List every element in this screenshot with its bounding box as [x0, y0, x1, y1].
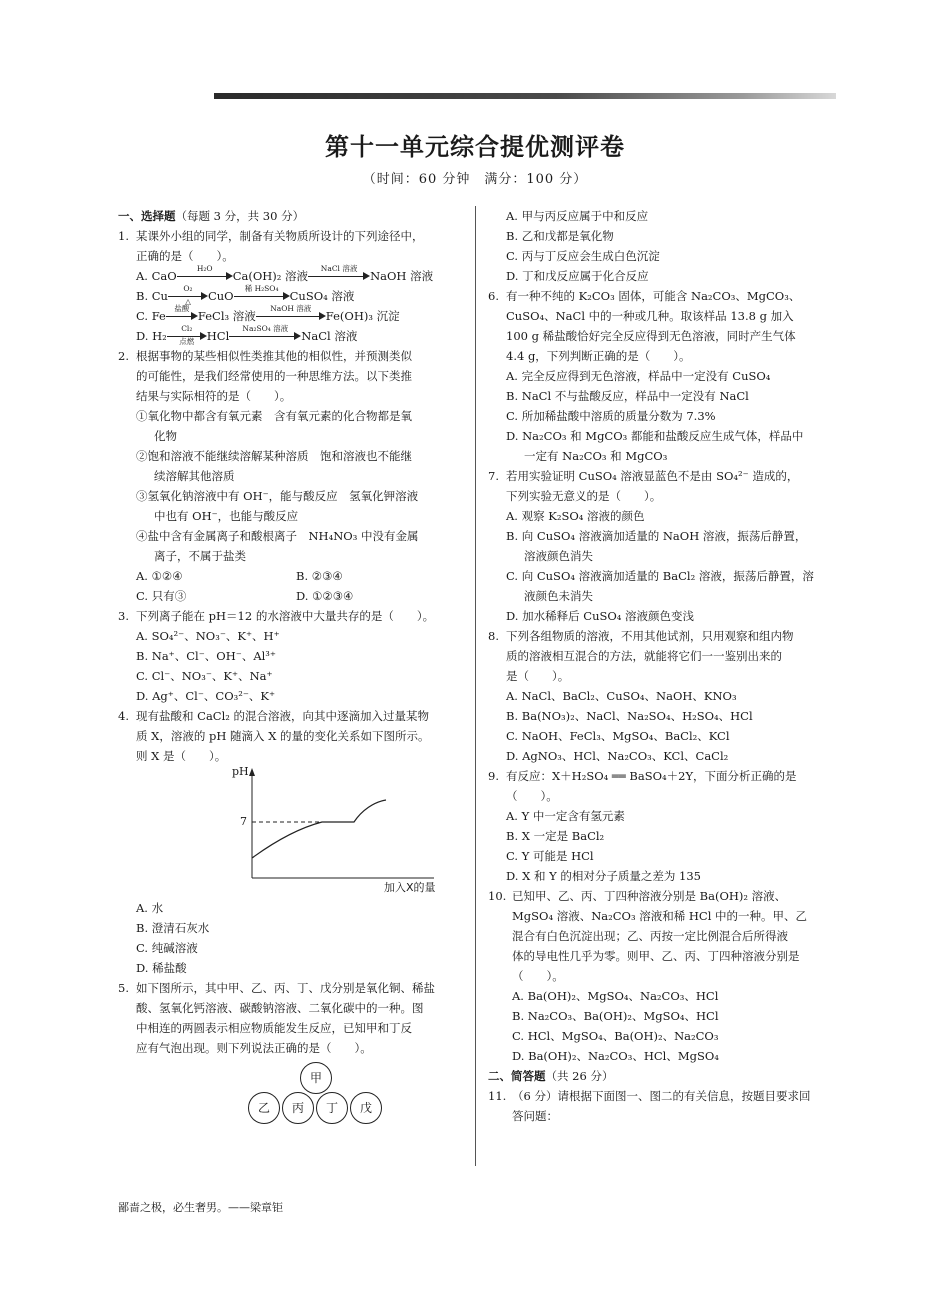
- reaction-arrow: NaOH 溶液: [256, 306, 326, 326]
- y-tick-7: 7: [240, 815, 247, 828]
- question-1: 1. 某课外小组的同学，制备有关物质所设计的下列途径中， 正确的是（ ）。 A. CaO H₂O Ca(OH)₂ 溶液 NaCl 溶液 NaOH 溶液 B. Cu O₂ △ CuO 稀 H₂SO₄ CuSO₄ 溶液 C. Fe 盐酸 FeCl₃ 溶液 NaOH 溶液 Fe(OH)₃ 沉淀 D. H₂ Cl₂ 点燃 HCl Na₂SO₄ 溶液 NaCl 溶液: [118, 226, 468, 346]
- question-10: 10. 已知甲、乙、丙、丁四种溶液分别是 Ba(OH)₂ 溶液、 MgSO₄ 溶液、Na₂CO₃ 溶液和稀 HCl 中的一种。甲、乙 混合有白色沉淀出现；乙、丙按一定比例混合后所得液 体的导电性几乎为零。则甲、乙、丙、丁四种溶液分别是 （ ）。 A. Ba(OH)₂、MgSO₄、Na₂CO₃、HCl B. Na₂CO₃、Ba(OH)₂、MgSO₄、HCl C. HCl、MgSO₄、Ba(OH)₂、Na₂CO₃ D. Ba(OH)₂、Na₂CO₃、HCl、MgSO₄: [488, 889, 808, 1063]
- question-4: 4. 现有盐酸和 CaCl₂ 的混合溶液，向其中逐滴加入过量某物 质 X，溶液的 pH 随滴入 X 的量的变化关系如下图所示。 则 X 是（ ）。 pH 7 加入X的量 A. 水 B. 澄清石灰水 C. 纯碱溶液 D. 稀盐酸: [118, 706, 468, 978]
- reaction-arrow: NaCl 溶液: [308, 266, 370, 286]
- reaction-arrow: 盐酸: [166, 306, 198, 326]
- ph-curve-figure: [234, 766, 504, 898]
- question-9: 9. 有反应：X＋H₂SO₄ ══ BaSO₄＋2Y，下面分析正确的是 （ ）。 A. Y 中一定含有氢元素 B. X 一定是 BaCl₂ C. Y 可能是 HCl D. X 和 Y 的相对分子质量之差为 135: [488, 769, 797, 883]
- q1-option-c: C. Fe 盐酸 FeCl₃ 溶液 NaOH 溶液 Fe(OH)₃ 沉淀: [136, 306, 468, 326]
- circle-ding: 丁: [316, 1092, 348, 1124]
- q1-option-d: D. H₂ Cl₂ 点燃 HCl Na₂SO₄ 溶液 NaCl 溶液: [136, 324, 358, 346]
- x-axis-label: 加入X的量: [384, 881, 436, 894]
- question-11: 11. （6 分）请根据下面图一、图二的有关信息，按题目要求回 答问题：: [488, 1089, 811, 1123]
- reaction-circles-figure: [248, 1058, 468, 1138]
- q1-option-a: A. CaO H₂O Ca(OH)₂ 溶液 NaCl 溶液 NaOH 溶液: [136, 266, 468, 286]
- question-3: 3. 下列离子能在 pH＝12 的水溶液中大量共存的是（ ）。 A. SO₄²⁻、NO₃⁻、K⁺、H⁺ B. Na⁺、Cl⁻、OH⁻、Al³⁺ C. Cl⁻、NO₃⁻、K⁺、Na⁺ D. Ag⁺、Cl⁻、CO₃²⁻、K⁺: [118, 609, 435, 703]
- header-rule: [214, 93, 836, 99]
- page-subtitle: （时间：60 分钟 满分：100 分）: [362, 172, 588, 187]
- q2-options-row1: A. ①②④ B. ②③④: [136, 569, 343, 583]
- q2-options-row2: C. 只有③ D. ①②③④: [136, 589, 354, 603]
- ph-curve: [252, 800, 386, 858]
- ph-chart: [234, 766, 504, 898]
- footer-quote: 鄙啬之极，必生奢男。——梁章钜: [118, 1201, 283, 1214]
- page-title: 第十一单元综合提优测评卷: [325, 133, 625, 161]
- reaction-arrow: 稀 H₂SO₄: [234, 286, 290, 306]
- reaction-arrow: Na₂SO₄ 溶液: [229, 326, 301, 346]
- column-divider: [475, 206, 476, 1166]
- circle-jia: 甲: [300, 1062, 332, 1094]
- circle-bing: 丙: [282, 1092, 314, 1124]
- reaction-arrow: O₂ △: [168, 286, 208, 306]
- section-heading-short-answer: 二、简答题（共 26 分）: [488, 1069, 614, 1083]
- question-5: 5. 如下图所示，其中甲、乙、丙、丁、戊分别是氧化铜、稀盐 酸、氢氧化钙溶液、碳酸钠溶液、二氧化碳中的一种。图 中相连的两圆表示相应物质能发生反应，已知甲和丁反 应有气泡出现。则下列说法正确的是（ ）。 甲 乙 丙 丁 戊: [118, 978, 468, 1138]
- question-5-options: A. 甲与丙反应属于中和反应 B. 乙和戊都是氧化物 C. 丙与丁反应会生成白色沉淀 D. 丁和戊反应属于化合反应: [506, 209, 660, 283]
- reaction-arrow: H₂O: [177, 266, 233, 286]
- circle-yi: 乙: [248, 1092, 280, 1124]
- left-column: [118, 206, 468, 1138]
- question-8: 8. 下列各组物质的溶液，不用其他试剂，只用观察和组内物 质的溶液相互混合的方法，就能将它们一一鉴别出来的 是（ ）。 A. NaCl、BaCl₂、CuSO₄、NaOH、KNO₃ B. Ba(NO₃)₂、NaCl、Na₂SO₄、H₂SO₄、HCl C. NaOH、FeCl₃、MgSO₄、BaCl₂、KCl D. AgNO₃、HCl、Na₂CO₃、KCl、CaCl₂: [488, 629, 794, 763]
- section-heading-choice: 一、选择题（每题 3 分，共 30 分）: [118, 209, 305, 223]
- circle-wu: 戊: [350, 1092, 382, 1124]
- question-2: 2. 根据事物的某些相似性类推其他的相似性，并预测类似 的可能性，是我们经常使用的一种思维方法。以下类推 结果与实际相符的是（ ）。 ①氧化物中都含有氧元素 含有氧元素的化合物都是氧 化物 ②饱和溶液不能继续溶解某种溶质 饱和溶液也不能继 续溶解其他溶质 ③氢氧化钠溶液中有 OH⁻，能与酸反应 氢氧化钾溶液 中也有 OH⁻，也能与酸反应 ④盐中含有金属离子和酸根离子 NH₄NO₃ 中没有金属 离子，不属于盐类 A. ①②④ B. ②③④ C. 只有③ D. ①②③④: [118, 346, 468, 606]
- y-axis-label: pH: [232, 765, 249, 778]
- question-6: 6. 有一种不纯的 K₂CO₃ 固体，可能含 Na₂CO₃、MgCO₃、 CuSO₄、NaCl 中的一种或几种。取该样品 13.8 g 加入 100 g 稀盐酸恰好完全反应得到无色溶液，同时产生气体 4.4 g，下列判断正确的是（ ）。 A. 完全反应得到无色溶液，样品中一定没有 CuSO₄ B. NaCl 不与盐酸反应，样品中一定没有 NaCl C. 所加稀盐酸中溶质的质量分数为 7.3% D. Na₂CO₃ 和 MgCO₃ 都能和盐酸反应生成气体，样品中 一定有 Na₂CO₃ 和 MgCO₃: [488, 289, 804, 463]
- right-column: [488, 206, 833, 1126]
- q1-option-b: B. Cu O₂ △ CuO 稀 H₂SO₄ CuSO₄ 溶液: [136, 284, 355, 306]
- reaction-arrow: Cl₂ 点燃: [167, 326, 207, 346]
- question-7: 7. 若用实验证明 CuSO₄ 溶液显蓝色不是由 SO₄²⁻ 造成的， 下列实验无意义的是（ ）。 A. 观察 K₂SO₄ 溶液的颜色 B. 向 CuSO₄ 溶液滴加适量的 NaOH 溶液，振荡后静置， 溶液颜色消失 C. 向 CuSO₄ 溶液滴加适量的 BaCl₂ 溶液，振荡后静置，溶 液颜色未消失 D. 加水稀释后 CuSO₄ 溶液颜色变浅: [488, 469, 814, 623]
